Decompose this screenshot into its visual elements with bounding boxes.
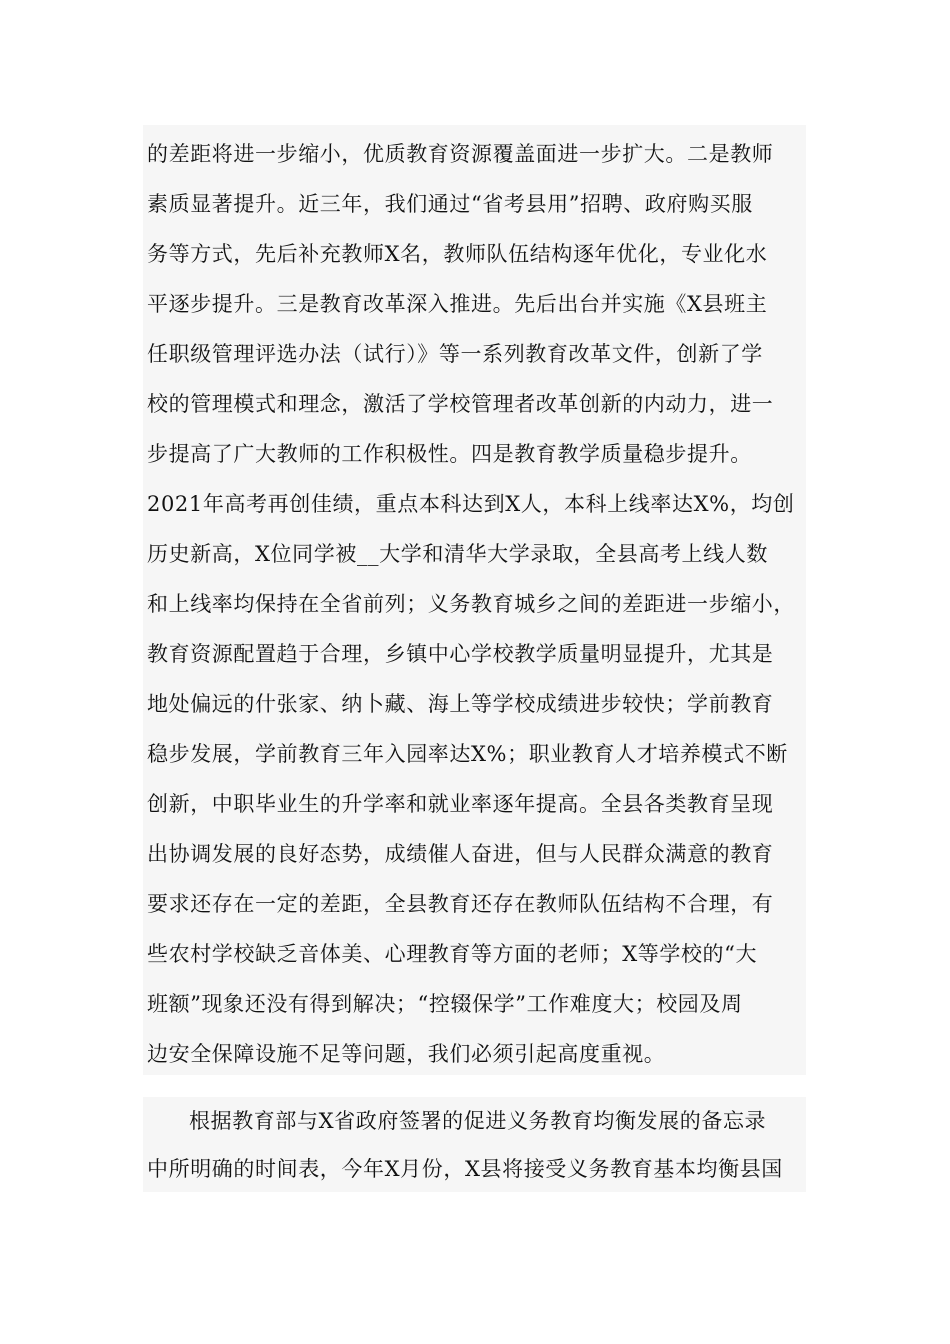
text-line: 稳步发展，学前教育三年入园率达X%；职业教育人才培养模式不断 bbox=[147, 742, 788, 766]
text-line: 班额”现象还没有得到解决；“控辍保学”工作难度大；校园及周 bbox=[147, 992, 743, 1016]
text-line: 出协调发展的良好态势，成绩催人奋进，但与人民群众满意的教育 bbox=[147, 842, 774, 866]
text-line: 历史新高，X位同学被__大学和清华大学录取，全县高考上线人数 bbox=[147, 542, 768, 566]
text-line: 创新，中职毕业生的升学率和就业率逐年提高。全县各类教育呈现 bbox=[147, 792, 774, 816]
text-line: 教育资源配置趋于合理，乡镇中心学校教学质量明显提升，尤其是 bbox=[147, 642, 774, 666]
text-line: 根据教育部与X省政府签署的促进义务教育均衡发展的备忘录 bbox=[189, 1109, 767, 1133]
text-line: 任职级管理评选办法（试行）》等一系列教育改革文件，创新了学 bbox=[147, 342, 763, 366]
paragraph-block-1 bbox=[143, 125, 806, 1075]
text-line: 务等方式，先后补充教师X名，教师队伍结构逐年优化，专业化水 bbox=[147, 242, 768, 266]
text-line: 的差距将进一步缩小，优质教育资源覆盖面进一步扩大。二是教师 bbox=[147, 142, 774, 166]
text-line: 和上线率均保持在全省前列；义务教育城乡之间的差距进一步缩小， bbox=[147, 592, 795, 616]
text-line: 要求还存在一定的差距，全县教育还存在教师队伍结构不合理，有 bbox=[147, 892, 774, 916]
text-line: 平逐步提升。三是教育改革深入推进。先后出台并实施《X县班主 bbox=[147, 292, 768, 316]
text-line: 地处偏远的什张家、纳卜藏、海上等学校成绩进步较快；学前教育 bbox=[147, 692, 774, 716]
text-line: 校的管理模式和理念，激活了学校管理者改革创新的内动力，进一 bbox=[147, 392, 774, 416]
text-line: 2021年高考再创佳绩，重点本科达到X人，本科上线率达X%，均创 bbox=[147, 492, 795, 516]
paragraph-block-2 bbox=[143, 1097, 806, 1192]
text-line: 素质显著提升。近三年，我们通过“省考县用”招聘、政府购买服 bbox=[147, 192, 753, 216]
text-line: 边安全保障设施不足等问题，我们必须引起高度重视。 bbox=[147, 1042, 666, 1066]
text-line: 些农村学校缺乏音体美、心理教育等方面的老师；X等学校的“大 bbox=[147, 942, 758, 966]
text-line: 中所明确的时间表，今年X月份，X县将接受义务教育基本均衡县国 bbox=[147, 1157, 783, 1181]
text-line: 步提高了广大教师的工作积极性。四是教育教学质量稳步提升。 bbox=[147, 442, 752, 466]
